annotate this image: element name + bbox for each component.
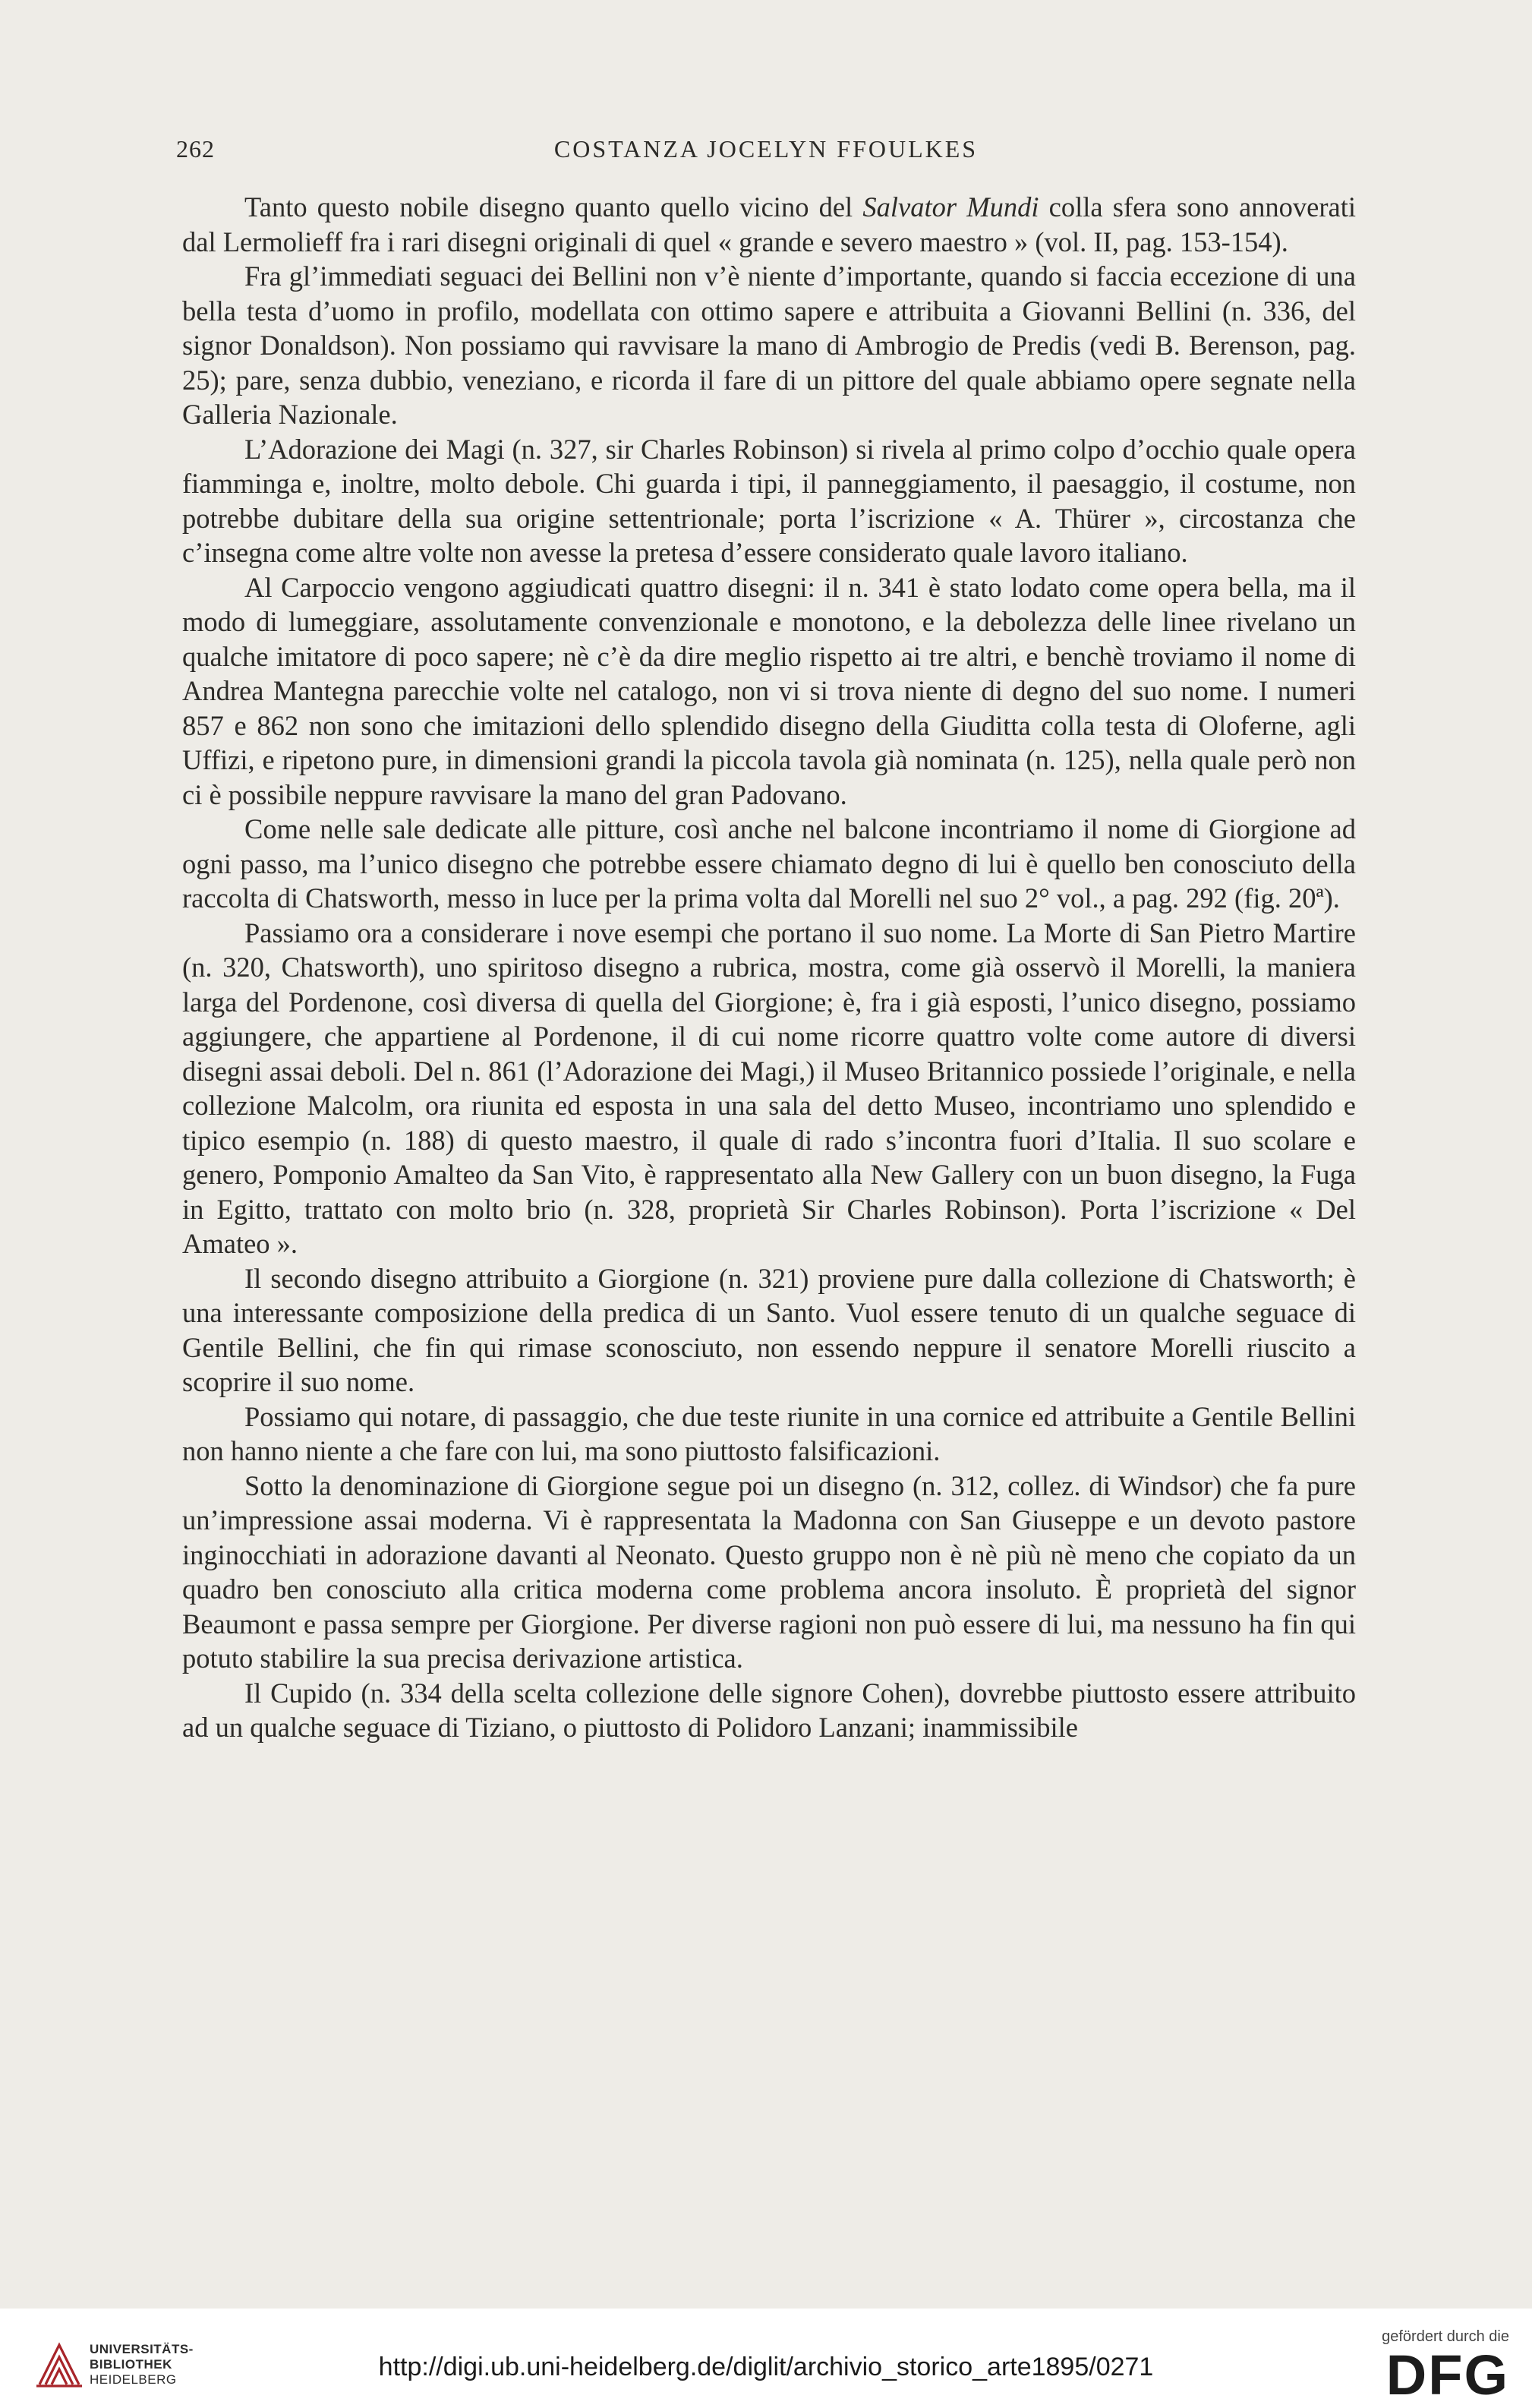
source-url-link[interactable]: http://digi.ub.uni-heidelberg.de/diglit/archivio_storico_arte1895/0271 [378,2353,1154,2381]
library-name: UNIVERSITÄTS- BIBLIOTHEK HEIDELBERG [90,2342,194,2387]
paragraph-3: L’Adorazione dei Magi (n. 327, sir Charles Robinson) si rivela al primo colpo d’occhio quale opera fiamminga e, inoltre, molto debole. Chi guarda i tipi, il panneggiamento, il paesaggio, il costume, non potrebbe dubitare della sua origine settentrionale; porta l’iscrizione « A. Thürer », circostanza che c’insegna come altre volte non avesse la pretesa d’essere considerato quale lavoro italiano. [182,433,1356,568]
paragraph-1: Tanto questo nobile disegno quanto quello vicino del Salvator Mundi colla sfera sono annoverati dal Lermolieff fra i rari disegni originali di quel « grande e severo maestro » (vol. II, pag. 153-154). [182,191,1357,257]
paragraph-5: Come nelle sale dedicate alle pitture, così anche nel balcone incontriamo il nome di Giorgione ad ogni passo, ma l’unico disegno che potrebbe essere chiamato degno di lui è quello ben conosciuto della raccolta di Chatsworth, messo in luce per la prima volta dal Morelli nel suo 2° vol., a pag. 292 (fig. 20ª). [182,813,1356,914]
paragraph-8: Possiamo qui notare, di passaggio, che due teste riunite in una cornice ed attribuite a Gentile Bellini non hanno niente a che fare con lui, ma sono piuttosto falsificazioni. [182,1400,1356,1466]
italic-title: Salvator Mundi [862,191,1039,222]
dfg-logo-text: DFG [1385,2349,1509,2399]
dfg-logo-icon [1360,2349,1509,2399]
article-text [182,190,1356,1745]
paragraph-7: Il secondo disegno attribuito a Giorgione (n. 321) proviene pure dalla collezione di Chatsworth; è una interessante composizione della predica di un Santo. Vuol essere tenuto di un qualche seguace di Gentile Bellini, che fin qui rimase sconosciuto, non essendo neppure il senatore Morelli riuscito a scoprire il suo nome. [182,1262,1356,1397]
page-header [176,135,1356,173]
digitization-footer [0,2309,1532,2408]
paragraph-10: Il Cupido (n. 334 della scelta collezione delle signore Cohen), dovrebbe piuttosto essere attribuito ad un qualche seguace di Tiziano, o piuttosto di Polidoro Lanzani; inammissibile [182,1677,1356,1743]
paragraph-4: Al Carpoccio vengono aggiudicati quattro disegni: il n. 341 è stato lodato come opera bella, ma il modo di lumeggiare, assolutamente convenzionale e monotono, e la debolezza delle linee rivelano un qualche imitatore di poco sapere; nè c’è da dire meglio rispetto ai tre altri, e benchè troviamo il nome di Andrea Mantegna parecchie volte nel catalogo, non vi si trova niente di degno del suo nome. I numeri 857 e 862 non sono che imitazioni dello splendido disegno della Giuditta colla testa di Oloferne, agli Uffizi, e ripetono pure, in dimensioni grandi la piccola tavola già nominata (n. 125), nella quale però non ci è possibile neppure ravvisare la mano del gran Padovano. [182,571,1356,810]
paragraph-9: Sotto la denominazione di Giorgione segue poi un disegno (n. 312, collez. di Windsor) che fa pure un’impressione assai moderna. Vi è rappresentata la Madonna con San Giuseppe e un devoto pastore inginocchiati in adorazione davanti al Neonato. Questo gruppo non è nè più nè meno che copiato da un quadro ben conosciuto alla critica moderna come problema ancora insoluto. È proprietà del signor Beaumont e passa sempre per Giorgione. Per diverse ragioni non può essere di lui, ma nessuno ha fin qui potuto stabilire la sua precisa derivazione artistica. [182,1469,1356,1674]
paragraph-6: Passiamo ora a considerare i nove esempi che portano il suo nome. La Morte di San Pietro Martire (n. 320, Chatsworth), uno spiritoso disegno a rubrica, mostra, come già osservò il Morelli, la maniera larga del Pordenone, così diversa di quella del Giorgione; è, fra i già esposti, l’unico disegno, possiamo aggiungere, che appartiene al Pordenone, il di cui nome ricorre quattro volte come autore di diversi disegni assai deboli. Del n. 861 (l’Adorazione dei Magi,) il Museo Britannico possiede l’originale, e nella collezione Malcolm, ora riunita ed esposta in una sala del detto Museo, incontriamo uno splendido e tipico esempio (n. 188) di questo maestro, il quale di rado s’incontra fuori d’Italia. Il suo scolare e genero, Pomponio Amalteo da San Vito, è rappresentato alla New Gallery con un buon disegno, la Fuga in Egitto, trattato con molto brio (n. 328, proprietà Sir Charles Robinson). Porta l’iscrizione « Del Amateo ». [182,917,1356,1259]
paragraph-2: Fra gl’immediati seguaci dei Bellini non v’è niente d’importante, quando si faccia eccezione di una bella testa d’uomo in profilo, modellata con ottimo sapere e attribuita a Giovanni Bellini (n. 336, del signor Donaldson). Non possiamo qui ravvisare la mano di Ambrogio de Predis (vedi B. Berenson, pag. 25); pare, senza dubbio, veneziano, e ricorda il fare di un pittore del quale abbiamo opere segnate nella Galleria Nazionale. [182,260,1356,430]
running-title: COSTANZA JOCELYN FFOULKES [553,135,979,163]
page-number: 262 [176,135,215,163]
funding-label: gefördert durch die [1382,2328,1509,2345]
funding-credit [1350,2328,1509,2399]
